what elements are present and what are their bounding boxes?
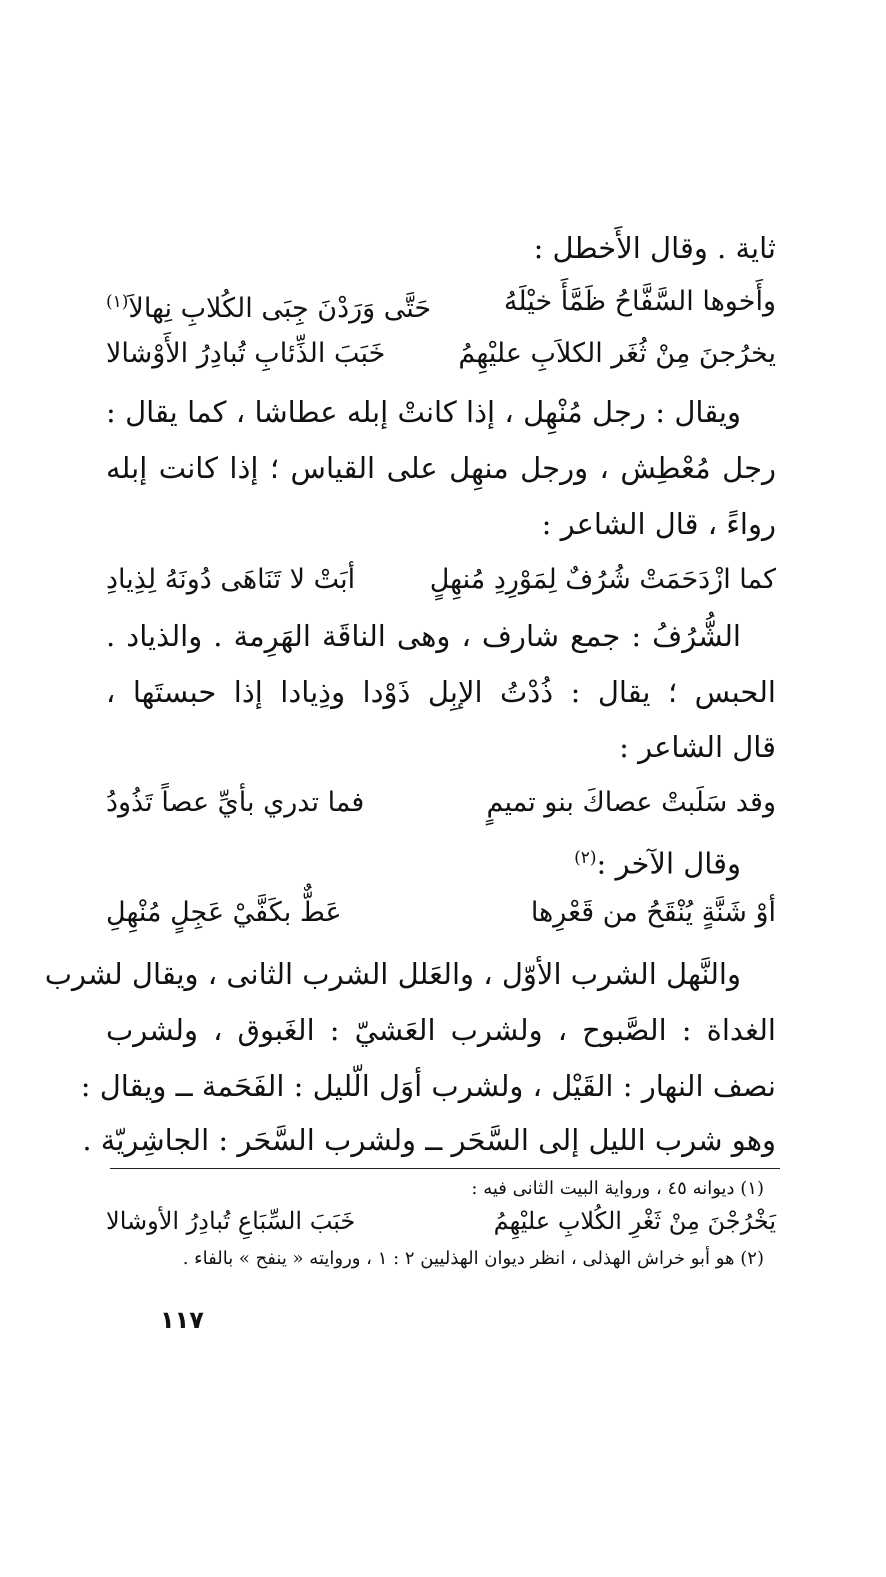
verse-line	[106, 334, 776, 374]
text-line: وقال الآخر :$^{(٢)}$	[574, 846, 741, 881]
text-line: وهو شرب الليل إلى السَّحَر ــ ولشرب السَّحَر : الجاشِريّة .	[82, 1123, 776, 1157]
verse-hemistich: حَتَّى وَرَدْنَ جِبَى الكُلابِ نِهالاَ$^{(١)}$	[106, 292, 432, 324]
text-line: قال الشاعر :	[619, 730, 776, 764]
text-line: ثاية . وقال الأَخطل :	[533, 231, 776, 265]
footnote-marker: (٢)	[574, 848, 597, 868]
verse-hemistich: كما ازْدَحَمَتْ شُرُفٌ لِمَوْرِدِ مُنهِلٍ	[429, 564, 776, 595]
verse-hemistich: وأَخوها السَّفَّاحُ ظَمَّأَ خيْلَهُ	[503, 286, 776, 317]
text-line: رجل مُعْطِش ، ورجل منهِل على القياس ؛ إذا كانت إبله	[106, 451, 776, 485]
page-number: ١١٧	[160, 1306, 204, 1334]
verse-hemistich: خَبَبَ السِّبَاعِ تُبادِرُ الأوشالا	[106, 1207, 356, 1235]
verse-line	[106, 560, 776, 600]
verse-hemistich: وقد سَلَبتْ عصاكَ بنو تميمٍ	[486, 787, 776, 818]
footnote-line: (١) ديوانه ٤٥ ، ورواية البيت الثانى فيه :	[471, 1178, 764, 1199]
text-line: الغداة : الصَّبوح ، ولشرب العَشيّ : الغَبوق ، ولشرب	[106, 1013, 776, 1047]
verse-hemistich: خَبَبَ الذِّئابِ تُبادِرُ الأَوْشالا	[106, 338, 386, 369]
footnote-line: (٢) هو أبو خراش الهذلى ، انظر ديوان الهذليين ٢ : ١ ، وروايته « ينفح » بالفاء .	[182, 1248, 764, 1269]
verse-hemistich: فما تدري بأيِّ عصاً تَذُودُ	[106, 787, 365, 818]
verse-line	[106, 893, 776, 933]
text-line: نصف النهار : القَيْل ، ولشرب أوَل الّليل : الفَحَمة ــ ويقال :	[80, 1069, 776, 1103]
verse-line	[106, 282, 776, 322]
text-line: الشُّرُفُ : جمع شارف ، وهى الناقَة الهَرِمة . والذياد .	[106, 619, 741, 653]
footnote-verse	[106, 1204, 776, 1238]
verse-line	[106, 783, 776, 823]
verse-hemistich: أبَتْ لا تَنَاهَى دُونَهُ لِذِيادِ	[106, 564, 356, 595]
footnote-marker: (١)	[106, 292, 129, 312]
verse-hemistich: عَطٌّ بكَفَّيْ عَجِلٍ مُنْهِلِ	[106, 897, 342, 928]
text-line: الحبس ؛ يقال : ذُدْتُ الإبِل ذَوْدا وذِيادا إذا حبستَها ،	[106, 675, 776, 709]
text-line: والنَّهل الشرب الأوّل ، والعَلل الشرب الثانى ، ويقال لشرب	[44, 957, 741, 991]
footnote-divider	[110, 1168, 780, 1169]
verse-hemistich: يَخْرُجْنَ مِنْ ثَغْرِ الكُلابِ عليْهِمُ	[493, 1207, 776, 1235]
text-line: رواءً ، قال الشاعر :	[541, 507, 776, 541]
verse-hemistich: أوْ شَنَّةٍ يُنْقَحُ من قَعْرِها	[530, 897, 776, 928]
verse-hemistich: يخرُجنَ مِنْ ثُغَر الكلاَبِ عليْهِمُ	[458, 338, 776, 369]
text-line: ويقال : رجل مُنْهِل ، إذا كانتْ إبله عطاشا ، كما يقال :	[106, 395, 741, 429]
